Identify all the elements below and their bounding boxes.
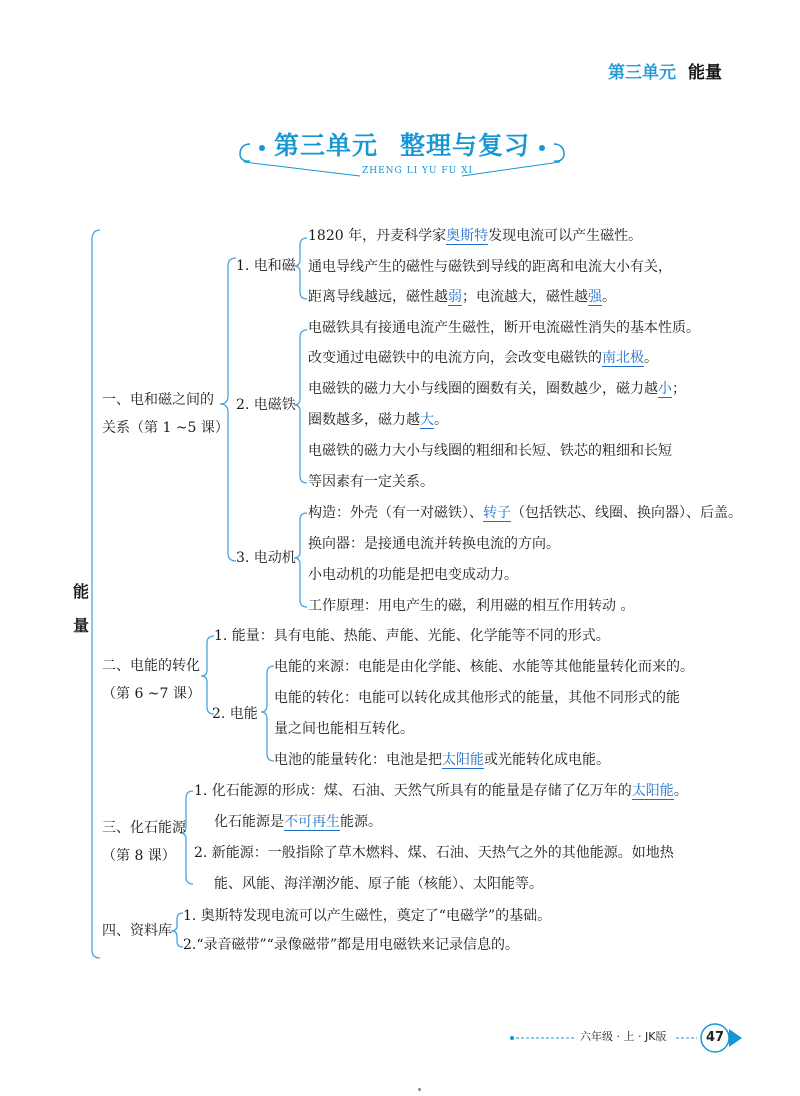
title-main: 第三单元 (273, 131, 378, 160)
highlight-answer: 小 (658, 381, 672, 397)
bottom-dot (418, 1088, 421, 1091)
s1-a3: 距离导线越远，磁性越弱；电流越大，磁性越强。 (308, 289, 616, 305)
s1-a1: 1820 年，丹麦科学家奥斯特发现电流可以产生磁性。 (308, 228, 643, 244)
s1-b5: 电磁铁的磁力大小与线圈的粗细和长短、铁芯的粗细和长短 (308, 443, 672, 459)
footer-grade: 六年级 (580, 1030, 613, 1043)
side-char: 量 (73, 616, 90, 635)
section-3-line1: 三、化石能源 (102, 820, 186, 836)
highlight-answer: 不可再生 (284, 814, 340, 830)
side-char: 能 (73, 582, 90, 601)
s1-sub1: 1. 电和磁 (236, 258, 296, 274)
section-2-line1: 二、电能的转化 (102, 658, 200, 674)
s1-b3: 电磁铁的磁力大小与线圈的圈数有关，圈数越少，磁力越小； (308, 381, 686, 397)
s3-e2: 化石能源是不可再生能源。 (214, 814, 382, 830)
s1-b6: 等因素有一定关系。 (308, 474, 434, 490)
highlight-answer: 太阳能 (442, 752, 484, 768)
s1-sub3: 3. 电动机 (236, 550, 296, 566)
unit-label: 第三单元 (608, 63, 676, 83)
highlight-answer: 南北极 (602, 350, 644, 366)
page-number-text: 47 (705, 1030, 725, 1045)
s2-sub1: 1. 能量：具有电能、热能、声能、光能、化学能等不同的形式。 (214, 628, 610, 644)
highlight-answer: 大 (420, 412, 434, 428)
s2-d2: 电能的转化：电能可以转化成其他形式的能量，其他不同形式的能 (274, 690, 680, 706)
s3-e1: 1. 化石能源的形成：煤、石油、天然气所具有的能量是存储了亿万年的太阳能。 (194, 783, 688, 799)
section-3-line2: （第 8 课） (102, 848, 176, 864)
s1-c3: 小电动机的功能是把电变成动力。 (308, 567, 518, 583)
page-number (699, 1022, 731, 1054)
s4-f1: 1. 奥斯特发现电流可以产生磁性，奠定了“电磁学”的基础。 (183, 908, 552, 924)
highlight-answer: 弱 (448, 289, 462, 305)
section-4-heading: 四、资料库 (102, 923, 172, 939)
footer-term: 上 (623, 1030, 635, 1043)
s2-d4: 电池的能量转化：电池是把太阳能或光能转化成电能。 (274, 752, 610, 768)
s1-c1: 构造：外壳（有一对磁铁）、转子（包括铁芯、线圈、换向器）、后盖。 (308, 505, 742, 521)
s1-c4: 工作原理：用电产生的磁，利用磁的相互作用转动 。 (308, 598, 635, 614)
highlight-answer: 强 (588, 289, 602, 305)
section-1-line2: 关系（第 1 ~5 课） (102, 420, 229, 436)
s4-f2: 2.“录音磁带”“录像磁带”都是用电磁铁来记录信息的。 (183, 937, 519, 953)
unit-topic: 能量 (688, 63, 722, 83)
footer-version: JK版 (645, 1030, 667, 1043)
title-sub: 整理与复习 (400, 131, 531, 160)
s1-c2: 换向器：是接通电流并转换电流的方向。 (308, 536, 560, 552)
s1-a2: 通电导线产生的磁性与磁铁到导线的距离和电流大小有关， (308, 259, 672, 275)
highlight-answer: 转子 (483, 505, 511, 521)
s1-b2: 改变通过电磁铁中的电流方向，会改变电磁铁的南北极。 (308, 350, 658, 366)
s2-sub2: 2. 电能 (212, 706, 258, 722)
s3-e4: 能、风能、海洋潮汐能、原子能（核能）、太阳能等。 (214, 876, 543, 892)
s1-b1: 电磁铁具有接通电流产生磁性，断开电流磁性消失的基本性质。 (308, 320, 700, 336)
s3-e3: 2. 新能源：一般指除了草木燃料、煤、石油、天热气之外的其他能源。如地热 (194, 845, 674, 861)
footer-edition: 六年级 · 上 · JK版 (580, 1030, 667, 1043)
s2-d3: 量之间也能相互转化。 (274, 721, 414, 737)
section-1-line1: 一、电和磁之间的 (102, 392, 214, 408)
highlight-answer: 太阳能 (631, 783, 674, 799)
title-pinyin: ZHENG LI YU FU XI (362, 166, 474, 176)
s2-d1: 电能的来源：电能是由化学能、核能、水能等其他能量转化而来的。 (274, 659, 694, 675)
s1-b4: 圈数越多，磁力越大。 (308, 412, 448, 428)
s1-sub2: 2. 电磁铁 (236, 397, 296, 413)
section-2-line2: （第 6 ~7 课） (102, 686, 201, 702)
highlight-answer: 奥斯特 (446, 228, 489, 244)
